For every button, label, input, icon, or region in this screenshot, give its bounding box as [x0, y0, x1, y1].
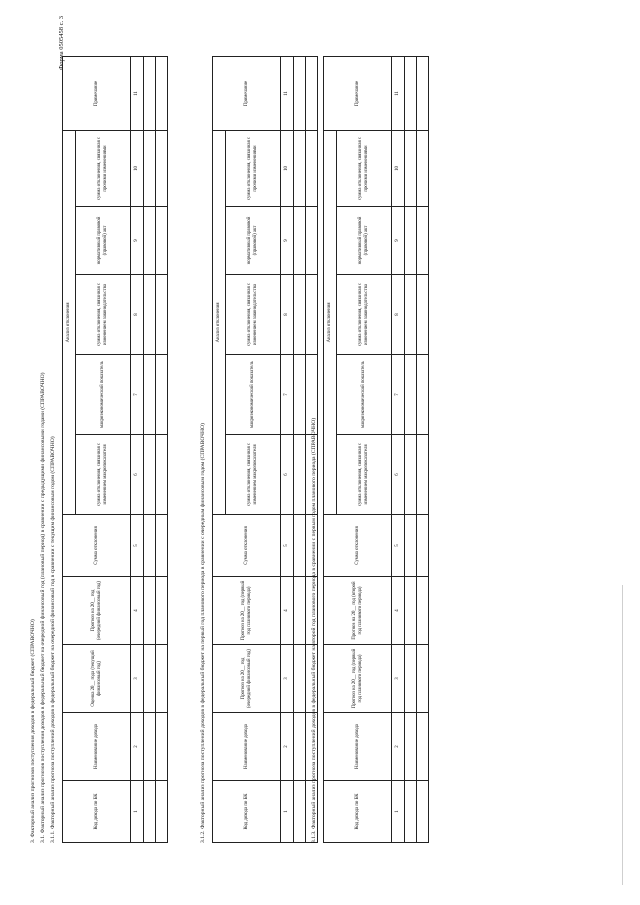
total-cell[interactable] [417, 435, 429, 515]
total-cell[interactable] [417, 781, 429, 843]
num-cell: 1 [392, 781, 405, 843]
data-cell[interactable] [144, 275, 156, 355]
total-cell[interactable] [417, 645, 429, 713]
num-cell: 6 [131, 435, 144, 515]
data-cell[interactable] [405, 435, 417, 515]
section-3-1-title: 3.1. Факторный анализ прогнозов поступления доходов в федеральный бюджет на очередной финансовый год (плановый период) в сравнении с предыдущими финансовыми годами (СПРАВОЧНО) [40, 372, 46, 843]
total-cell[interactable] [156, 713, 168, 781]
col-8: сумма отклонения, связанная с изменением законодательства [76, 275, 131, 355]
data-cell[interactable] [294, 207, 306, 275]
data-cell[interactable] [405, 56, 417, 130]
table-row [294, 56, 306, 842]
col-9: нормативный правовой (правовой) акт [226, 207, 281, 275]
num-cell: 10 [392, 130, 405, 206]
num-cell: 10 [281, 130, 294, 206]
col-note: Примечание [213, 56, 281, 130]
form-code-label: Форма 0505458 с. 3 [58, 16, 65, 70]
total-cell[interactable] [417, 207, 429, 275]
num-cell: 4 [131, 577, 144, 645]
col-3: Прогноз на 20__ год (очередной финансовый год) [213, 645, 281, 713]
data-cell[interactable] [405, 130, 417, 206]
col-note: Примечание [63, 56, 131, 130]
num-cell: 3 [281, 645, 294, 713]
table-row [144, 56, 156, 842]
data-cell[interactable] [294, 130, 306, 206]
total-cell[interactable] [156, 207, 168, 275]
num-cell: 1 [281, 781, 294, 843]
total-cell[interactable] [156, 515, 168, 577]
data-cell[interactable] [405, 645, 417, 713]
col-7: макроэкономический показатель [337, 355, 392, 435]
data-cell[interactable] [405, 577, 417, 645]
col-10: сумма отклонения, связанная с прочими изменениями [76, 130, 131, 206]
num-cell: 5 [281, 515, 294, 577]
num-cell: 3 [392, 645, 405, 713]
col-analiz: Анализ отклонения [63, 130, 76, 514]
num-cell: 4 [392, 577, 405, 645]
data-cell[interactable] [294, 515, 306, 577]
col-4: Прогноз на 20__ год (очередной финансовый год) [63, 577, 131, 645]
num-cell: 8 [392, 275, 405, 355]
data-cell[interactable] [144, 130, 156, 206]
data-cell[interactable] [144, 645, 156, 713]
total-cell[interactable] [156, 355, 168, 435]
col-analiz: Анализ отклонения [213, 130, 226, 514]
data-cell[interactable] [144, 781, 156, 843]
col-3: Прогноз на 20__ год (первый год планового периода) [324, 645, 392, 713]
section-3-title: 3. Факторный анализ прогнозов поступления доходов в федеральный бюджет (СПРАВОЧНО) [30, 619, 36, 843]
col-summa-otkl: Сумма отклонения [63, 515, 131, 577]
data-cell[interactable] [405, 515, 417, 577]
col-3: Оценка 20__ года (текущий финансовый год) [63, 645, 131, 713]
col-summa-otkl: Сумма отклонения [213, 515, 281, 577]
section-3-1-1-title: 3.1.1. Факторный анализ прогноза поступлений доходов в федеральный бюджет на очередной финансовый год в сравнении с текущим финансовым годом (СПРАВОЧНО) [50, 436, 56, 843]
num-cell: 2 [131, 713, 144, 781]
col-analiz: Анализ отклонения [324, 130, 337, 514]
num-cell: 11 [392, 56, 405, 130]
num-cell: 1 [131, 781, 144, 843]
col-4: Прогноз на 20__ год (второй год планового периода) [324, 577, 392, 645]
num-cell: 8 [131, 275, 144, 355]
num-cell: 7 [392, 355, 405, 435]
num-cell: 11 [281, 56, 294, 130]
col-6: сумма отклонения, связанная с изменением макропоказателя [337, 435, 392, 515]
section-3-1-3-title: 3.1.3. Факторный анализ прогноза поступлений доходов в федеральный бюджет на второй год планового периода в сравнении с первым годом планового периода (СПРАВОЧНО) [311, 417, 317, 843]
total-cell[interactable] [156, 56, 168, 130]
data-cell[interactable] [405, 713, 417, 781]
num-cell: 9 [131, 207, 144, 275]
num-cell: 11 [131, 56, 144, 130]
analysis-table-1 [62, 57, 168, 843]
col-note: Примечание [324, 56, 392, 130]
col-8: сумма отклонения, связанная с изменением законодательства [226, 275, 281, 355]
data-cell[interactable] [405, 355, 417, 435]
total-cell[interactable] [156, 781, 168, 843]
num-cell: 4 [281, 577, 294, 645]
data-cell[interactable] [405, 207, 417, 275]
data-cell[interactable] [144, 435, 156, 515]
total-cell[interactable] [417, 515, 429, 577]
data-cell[interactable] [294, 435, 306, 515]
total-cell[interactable] [417, 56, 429, 130]
total-cell[interactable] [156, 645, 168, 713]
num-cell: 9 [281, 207, 294, 275]
col-4: Прогноз на 20__ год (первый год планового периода) [213, 577, 281, 645]
total-cell[interactable] [417, 355, 429, 435]
col-kod: Код дохода по БК [213, 781, 281, 843]
total-cell[interactable] [156, 275, 168, 355]
data-cell[interactable] [294, 713, 306, 781]
num-cell: 3 [131, 645, 144, 713]
total-row [156, 56, 168, 842]
analysis-table-2 [212, 57, 318, 843]
data-cell[interactable] [294, 355, 306, 435]
section-3-1-2-title: 3.1.2. Факторный анализ прогноза поступлений доходов в федеральный бюджет на первый год планового периода в сравнении с очередным финансовым годом (СПРАВОЧНО) [200, 423, 206, 843]
col-10: сумма отклонения, связанная с прочими изменениями [226, 130, 281, 206]
col-kod: Код дохода по БК [63, 781, 131, 843]
total-cell[interactable] [156, 435, 168, 515]
total-cell[interactable] [417, 577, 429, 645]
data-cell[interactable] [294, 645, 306, 713]
num-cell: 10 [131, 130, 144, 206]
num-cell: 8 [281, 275, 294, 355]
data-cell[interactable] [294, 56, 306, 130]
col-9: нормативный правовой (правовой) акт [76, 207, 131, 275]
col-naim: Наименование дохода [63, 713, 131, 781]
col-6: сумма отклонения, связанная с изменением макропоказателя [226, 435, 281, 515]
data-cell[interactable] [144, 207, 156, 275]
data-cell[interactable] [294, 577, 306, 645]
scan-artifact-line [622, 585, 623, 885]
num-cell: 9 [392, 207, 405, 275]
total-cell[interactable] [417, 130, 429, 206]
col-7: макроэкономический показатель [76, 355, 131, 435]
data-cell[interactable] [144, 515, 156, 577]
analysis-table-3 [323, 57, 429, 843]
data-cell[interactable] [144, 56, 156, 130]
data-cell[interactable] [405, 275, 417, 355]
total-cell[interactable] [306, 275, 318, 355]
data-cell[interactable] [405, 781, 417, 843]
data-cell[interactable] [294, 781, 306, 843]
total-cell[interactable] [306, 130, 318, 206]
num-cell: 6 [392, 435, 405, 515]
num-cell: 7 [131, 355, 144, 435]
col-9: нормативный правовой (правовой) акт [337, 207, 392, 275]
num-cell: 6 [281, 435, 294, 515]
data-cell[interactable] [144, 577, 156, 645]
num-cell: 7 [281, 355, 294, 435]
col-summa-otkl: Сумма отклонения [324, 515, 392, 577]
num-cell: 2 [281, 713, 294, 781]
data-cell[interactable] [294, 275, 306, 355]
total-cell[interactable] [417, 713, 429, 781]
num-cell: 5 [392, 515, 405, 577]
col-naim: Наименование дохода [324, 713, 392, 781]
data-cell[interactable] [144, 355, 156, 435]
total-cell[interactable] [306, 207, 318, 275]
col-kod: Код дохода по БК [324, 781, 392, 843]
total-cell[interactable] [417, 275, 429, 355]
col-10: сумма отклонения, связанная с прочими изменениями [337, 130, 392, 206]
col-6: сумма отклонения, связанная с изменением макропоказателя [76, 435, 131, 515]
num-cell: 5 [131, 515, 144, 577]
total-cell[interactable] [306, 56, 318, 130]
col-8: сумма отклонения, связанная с изменением законодательства [337, 275, 392, 355]
table-row [405, 56, 417, 842]
num-cell: 2 [392, 713, 405, 781]
col-naim: Наименование дохода [213, 713, 281, 781]
data-cell[interactable] [144, 713, 156, 781]
total-cell[interactable] [156, 577, 168, 645]
total-row [417, 56, 429, 842]
total-cell[interactable] [156, 130, 168, 206]
col-7: макроэкономический показатель [226, 355, 281, 435]
